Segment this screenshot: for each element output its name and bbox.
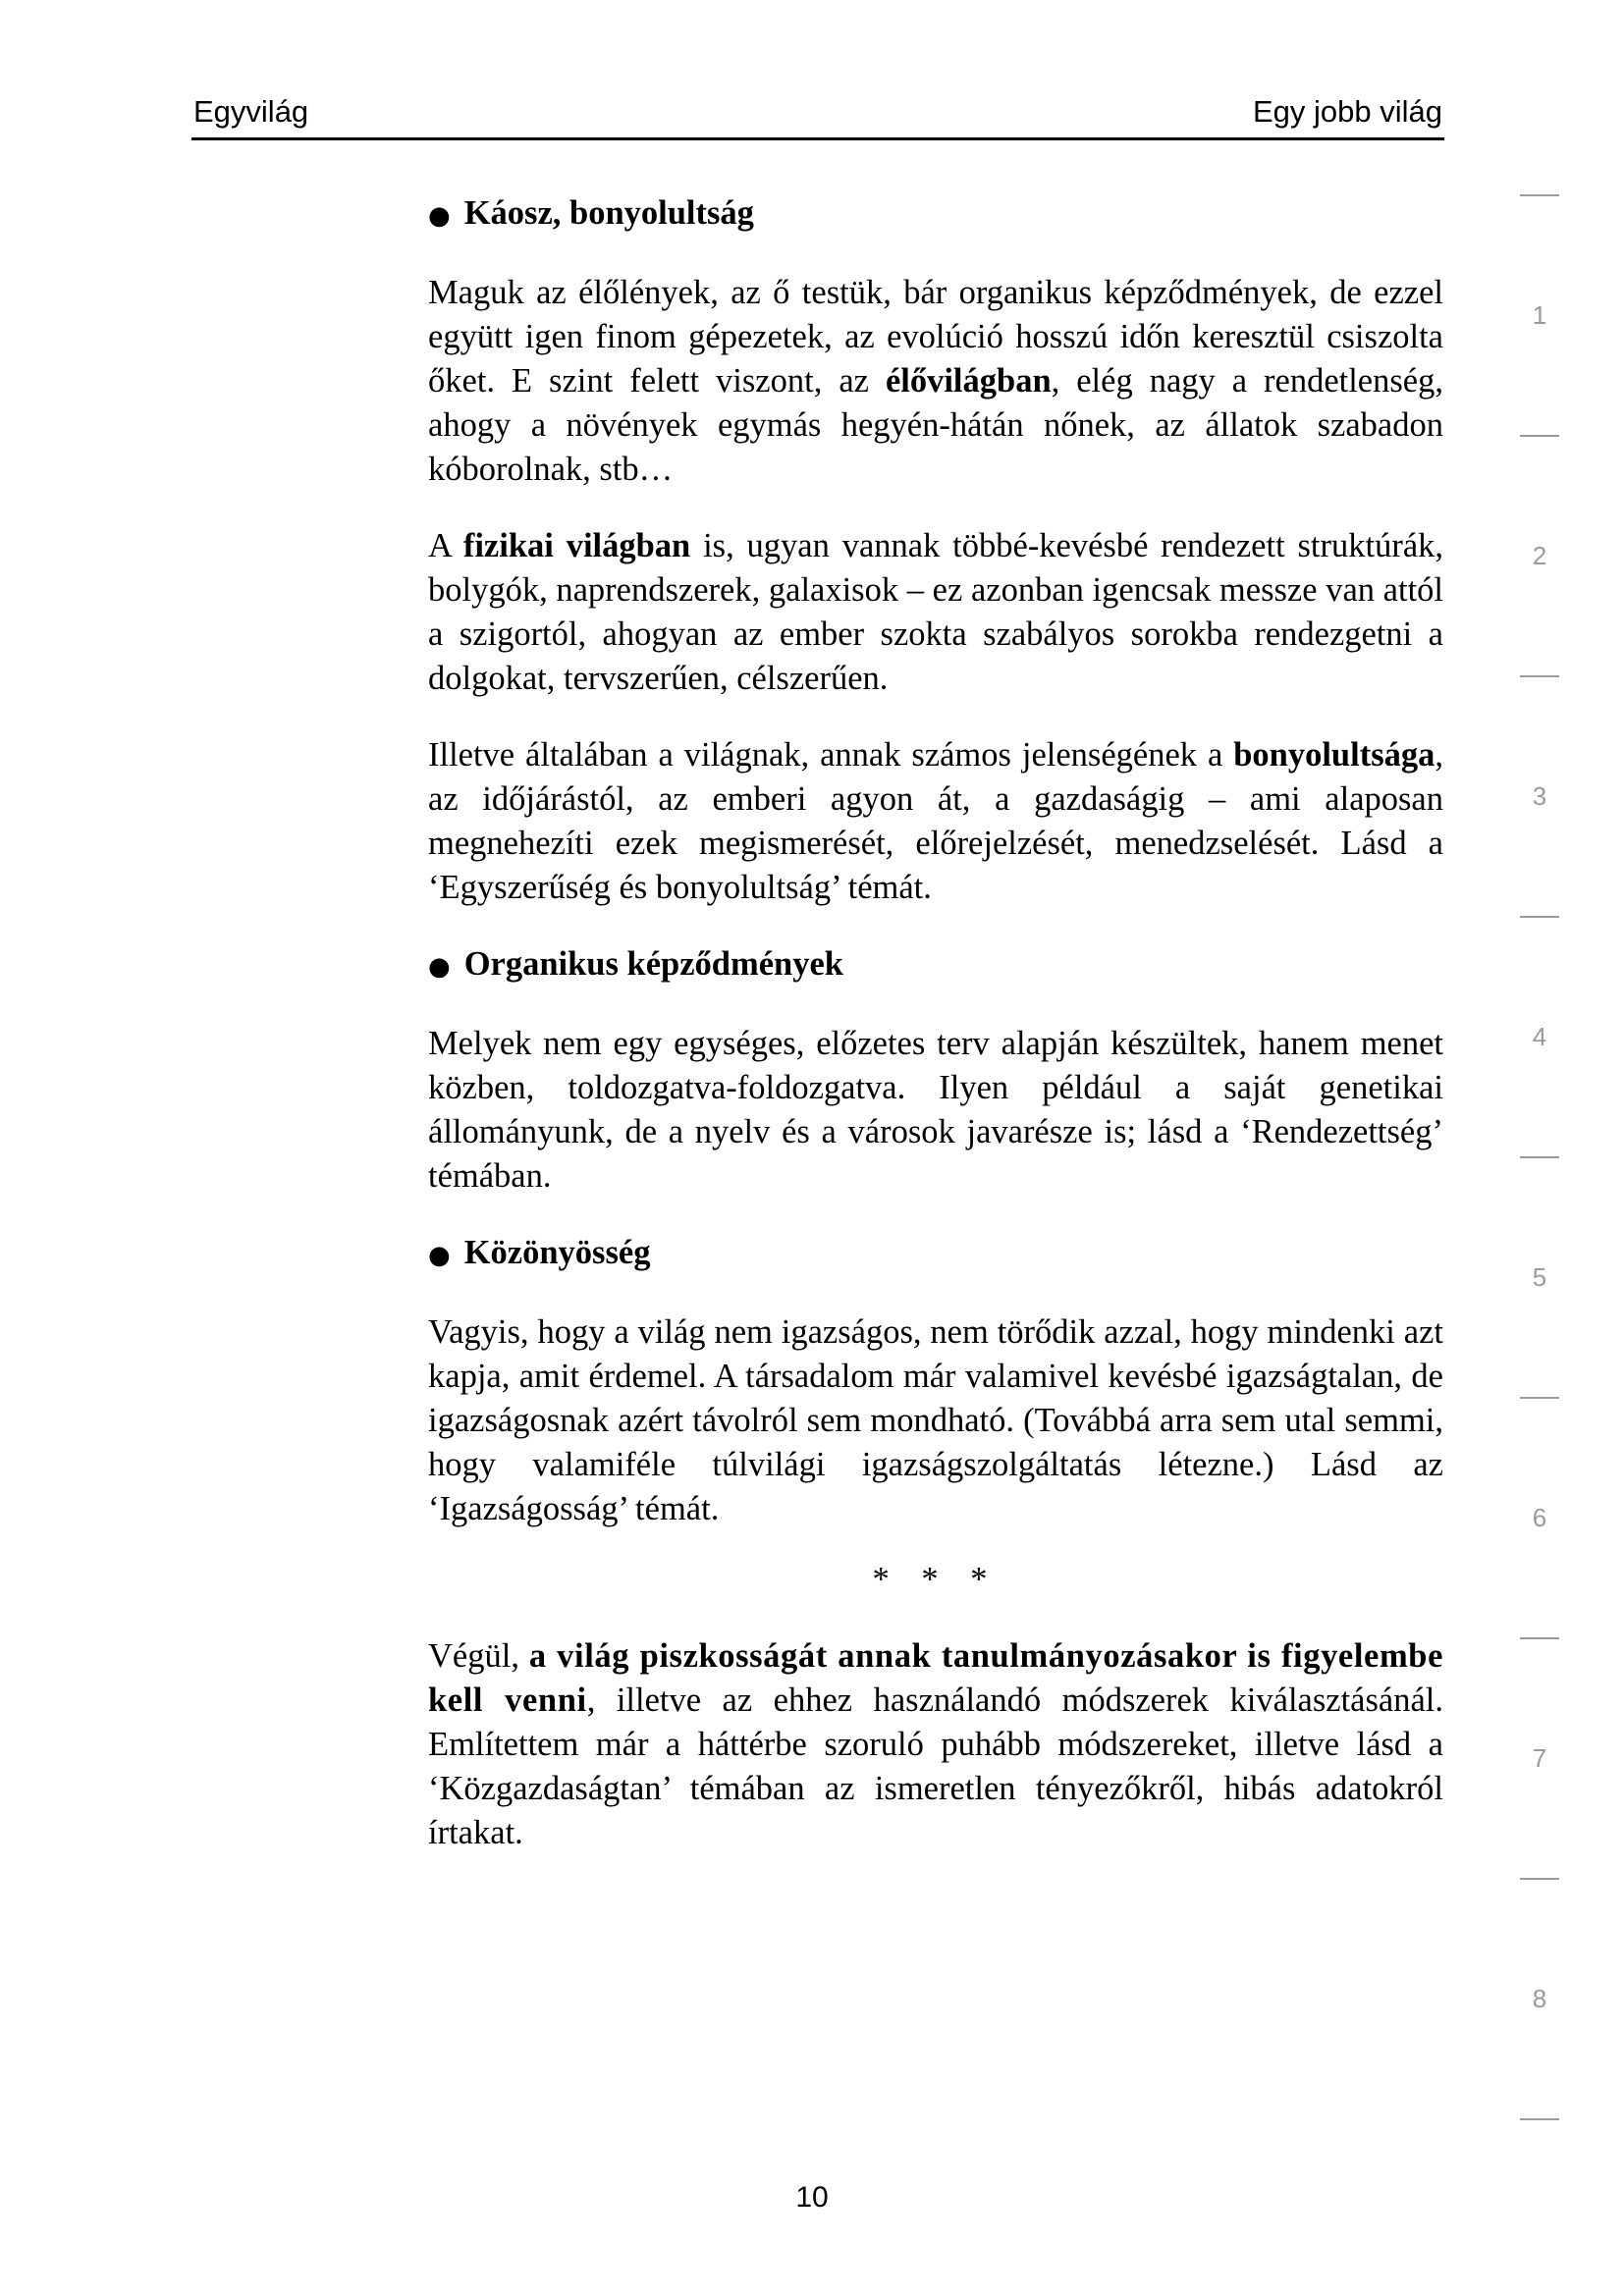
section-heading-kozonyosseg: ● Közönyösség [428, 1234, 651, 1271]
running-header-right: Egy jobb világ [1252, 94, 1442, 129]
margin-line-number: 5 [1532, 1262, 1547, 1292]
margin-line-number: 3 [1532, 781, 1547, 811]
paragraph: A fizikai világban is, ugyan vannak többé-kevésbé rendezett struktúrák, bolygók, naprendszerek, galaxisok – ez azonban igencsak messze van attól a szigortól, ahogyan az ember szokta szabályos sorokba rendezgetni a dolgokat, tervszerűen, célszerűen. [428, 527, 1444, 697]
margin-rule [1520, 2118, 1559, 2120]
margin-rule [1520, 194, 1559, 196]
bullet-icon: ● [428, 201, 451, 231]
paragraph: Illetve általában a világnak, annak számos jelenségének a bonyolultsága, az időjárástól, az emberi agyon át, a gazdaságig – ami alaposan megnehezíti ezek megismerését, előrejelzését, menedzselését. Lásd a ‘Egyszerűség és bonyolultság’ témát. [428, 736, 1443, 906]
section-heading-organikus: ● Organikus képződmények [428, 945, 843, 983]
margin-line-number: 6 [1532, 1503, 1547, 1532]
running-header-left: Egyvilág [193, 94, 309, 129]
margin-line-number: 4 [1532, 1022, 1547, 1051]
margin-rule [1520, 1637, 1559, 1639]
paragraph: Melyek nem egy egységes, előzetes terv alapján készültek, hanem menet közben, toldozgatva-foldozgatva. Ilyen például a saját genetikai állományunk, de a nyelv és a városok javarésze is; lásd a ‘Rendezettség’ témában. [428, 1025, 1443, 1195]
bullet-icon: ● [428, 1241, 451, 1270]
closing-paragraph: Végül, a világ piszkosságát annak tanulmányozásakor is figyelembe kell venni, illetve az ehhez használandó módszerek kiválasztásánál. Említettem már a háttérbe szoruló puhább módszereket, illetve lásd a ‘Közgazdaságtan’ témában az ismeretlen tényezőkről, hibás adatokról írtakat. [428, 1637, 1443, 1851]
page-number: 10 [795, 2181, 829, 2214]
margin-rule [1520, 435, 1559, 437]
margin-line-number: 8 [1532, 1984, 1547, 2013]
margin-rule [1520, 675, 1559, 677]
page-body [428, 191, 1443, 1888]
margin-rule [1520, 1878, 1559, 1880]
margin-line-number: 1 [1532, 300, 1547, 330]
margin-line-number: 2 [1532, 541, 1547, 570]
margin-line-number: 7 [1532, 1743, 1547, 1773]
header-rule [191, 137, 1444, 140]
margin-rule [1520, 916, 1559, 918]
bullet-icon: ● [428, 952, 451, 982]
paragraph: Vagyis, hogy a világ nem igazságos, nem törődik azzal, hogy mindenki azt kapja, amit érdemel. A társadalom már valamivel kevésbé igazságtalan, de igazságosnak azért távolról sem mondható. (Továbbá arra sem utal semmi, hogy valamiféle túlvilági igazságszolgáltatás létezne.) Lásd az ‘Igazságosság’ témát. [428, 1313, 1443, 1527]
margin-rule [1520, 1397, 1559, 1399]
margin-rule [1520, 1156, 1559, 1158]
section-separator: * * * [872, 1561, 1000, 1598]
section-heading-kaosz: ● Káosz, bonyolultság [428, 194, 754, 232]
paragraph: Maguk az élőlények, az ő testük, bár organikus képződmények, de ezzel együtt igen finom gépezetek, az evolúció hosszú időn keresztül csiszolta őket. E szint felett viszont, az élővilágban, elég nagy a rendetlenség, ahogy a növények egymás hegyén-hátán nőnek, az állatok szabadon kóborolnak, stb… [428, 274, 1443, 488]
